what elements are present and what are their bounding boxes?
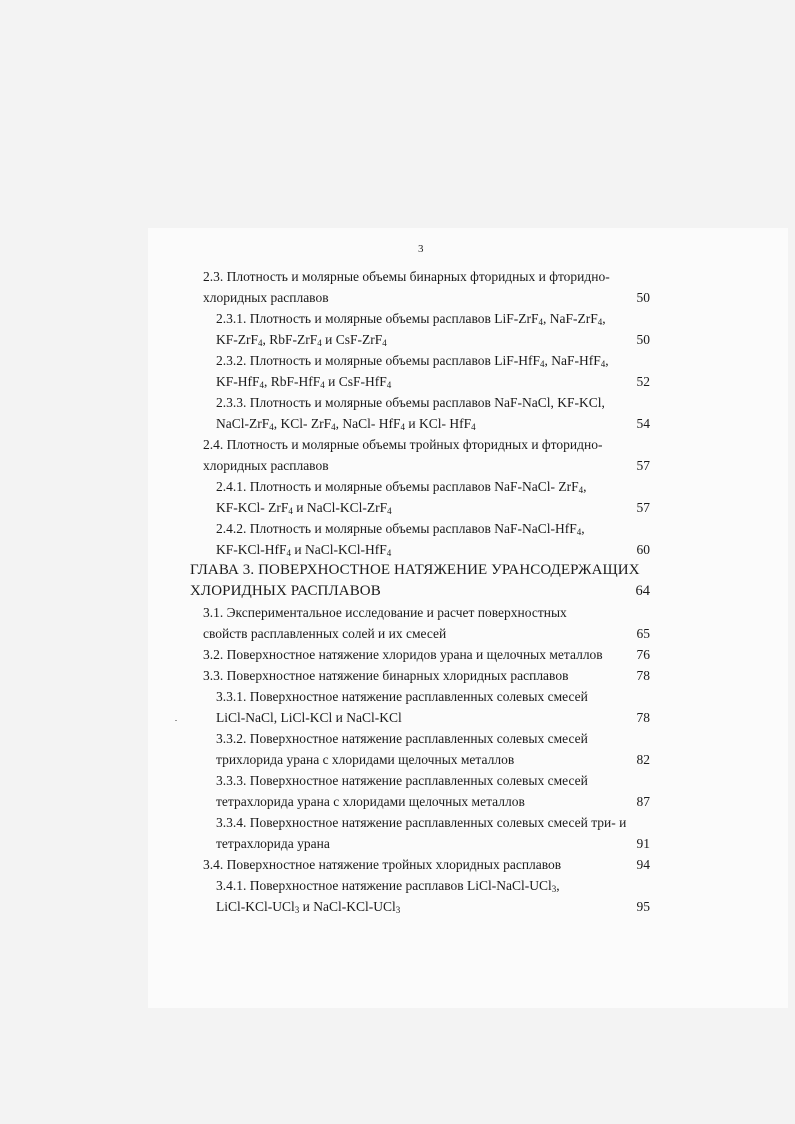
toc-entry-3-4: 3.4. Поверхностное натяжение тройных хлоридных расплавов [203, 857, 562, 872]
toc-page-2-3-2: 52 [636, 374, 650, 389]
toc-entry-3-3-4-line-1: 3.3.4. Поверхностное натяжение расплавленных солевых смесей три- и [216, 815, 627, 830]
toc-entry-3-4-1-line-2: LiCl-KCl-UCl$_3$ и NaCl-KCl-UCl$_3$ [216, 899, 401, 915]
toc-entry-3-3-1-line-1: 3.3.1. Поверхностное натяжение расплавленных солевых смесей [216, 689, 588, 704]
toc-page-3-3-2: 82 [636, 752, 650, 767]
toc-page-3-3-4: 91 [636, 836, 650, 851]
toc-entry-3-1-line-2: свойств расплавленных солей и их смесей [203, 626, 447, 641]
toc-page-3-3-3: 87 [636, 794, 650, 809]
toc-entry-2-3-2-line-2: KF-HfF$_4$, RbF-HfF$_4$ и CsF-HfF$_4$ [216, 374, 392, 390]
toc-entry-2-3-3-line-2: NaCl-ZrF$_4$, KCl- ZrF$_4$, NaCl- HfF$_4$ и KCl- HfF$_4$ [216, 416, 476, 432]
toc-page-3-1: 65 [636, 626, 650, 641]
toc-page-3-3-1: 78 [636, 710, 650, 725]
toc-page-2-3-3: 54 [636, 416, 650, 431]
toc-entry-3-3-4-line-2: тетрахлорида урана [216, 836, 330, 851]
toc-entry-3-3: 3.3. Поверхностное натяжение бинарных хлоридных расплавов [203, 668, 569, 683]
toc-page-3-4: 94 [636, 857, 650, 872]
toc-entry-3-3-2-line-1: 3.3.2. Поверхностное натяжение расплавленных солевых смесей [216, 731, 588, 746]
toc-page-2-3: 50 [636, 290, 650, 305]
toc-entry-3-1-line-1: 3.1. Экспериментальное исследование и расчет поверхностных [203, 605, 567, 620]
toc-entry-2-4-1-line-1: 2.4.1. Плотность и молярные объемы расплавов NaF-NaCl- ZrF$_4$, [216, 479, 587, 495]
toc-page-3-2: 76 [636, 647, 650, 662]
toc-entry-3-3-2-line-2: трихлорида урана с хлоридами щелочных металлов [216, 752, 515, 767]
toc-chapter-3-line-1: ГЛАВА 3. ПОВЕРХНОСТНОЕ НАТЯЖЕНИЕ УРАНСОДЕРЖАЩИХ [190, 562, 640, 578]
toc-entry-3-4-1-line-1: 3.4.1. Поверхностное натяжение расплавов LiCl-NaCl-UCl$_3$, [216, 878, 560, 894]
toc-entry-2-4-2-line-1: 2.4.2. Плотность и молярные объемы расплавов NaF-NaCl-HfF$_4$, [216, 521, 585, 537]
toc-entry-2-4-line-1: 2.4. Плотность и молярные объемы тройных фторидных и фторидно- [203, 437, 603, 452]
toc-entry-2-4-line-2: хлоридных расплавов [203, 458, 329, 473]
toc-page-chapter-3: 64 [635, 583, 650, 599]
toc-entry-2-3-line-1: 2.3. Плотность и молярные объемы бинарных фторидных и фторидно- [203, 269, 610, 284]
toc-entry-2-4-2-line-2: KF-KCl-HfF$_4$ и NaCl-KCl-HfF$_4$ [216, 542, 392, 558]
toc-entry-3-3-3-line-2: тетрахлорида урана с хлоридами щелочных металлов [216, 794, 525, 809]
toc-entry-2-4-1-line-2: KF-KCl- ZrF$_4$ и NaCl-KCl-ZrF$_4$ [216, 500, 392, 516]
page-number: 3 [418, 243, 424, 255]
toc-entry-3-3-3-line-1: 3.3.3. Поверхностное натяжение расплавленных солевых смесей [216, 773, 588, 788]
toc-page-3-3: 78 [636, 668, 650, 683]
toc-entry-2-3-2-line-1: 2.3.2. Плотность и молярные объемы расплавов LiF-HfF$_4$, NaF-HfF$_4$, [216, 353, 609, 369]
toc-page-2-4-1: 57 [636, 500, 650, 515]
toc-page-2-4-2: 60 [636, 542, 650, 557]
toc-page-2-3-1: 50 [636, 332, 650, 347]
toc-entry-2-3-1-line-1: 2.3.1. Плотность и молярные объемы расплавов LiF-ZrF$_4$, NaF-ZrF$_4$, [216, 311, 606, 327]
toc-page-3-4-1: 95 [636, 899, 650, 914]
toc-entry-2-3-1-line-2: KF-ZrF$_4$, RbF-ZrF$_4$ и CsF-ZrF$_4$ [216, 332, 387, 348]
scan-speck [175, 720, 177, 721]
toc-entry-3-2: 3.2. Поверхностное натяжение хлоридов урана и щелочных металлов [203, 647, 603, 662]
toc-entry-2-3-3-line-1: 2.3.3. Плотность и молярные объемы расплавов NaF-NaCl, KF-KCl, [216, 395, 605, 410]
toc-chapter-3-line-2: ХЛОРИДНЫХ РАСПЛАВОВ [190, 583, 381, 599]
toc-entry-2-3-line-2: хлоридных расплавов [203, 290, 329, 305]
toc-entry-3-3-1-line-2: LiCl-NaCl, LiCl-KCl и NaCl-KCl [216, 710, 402, 725]
toc-page-2-4: 57 [636, 458, 650, 473]
